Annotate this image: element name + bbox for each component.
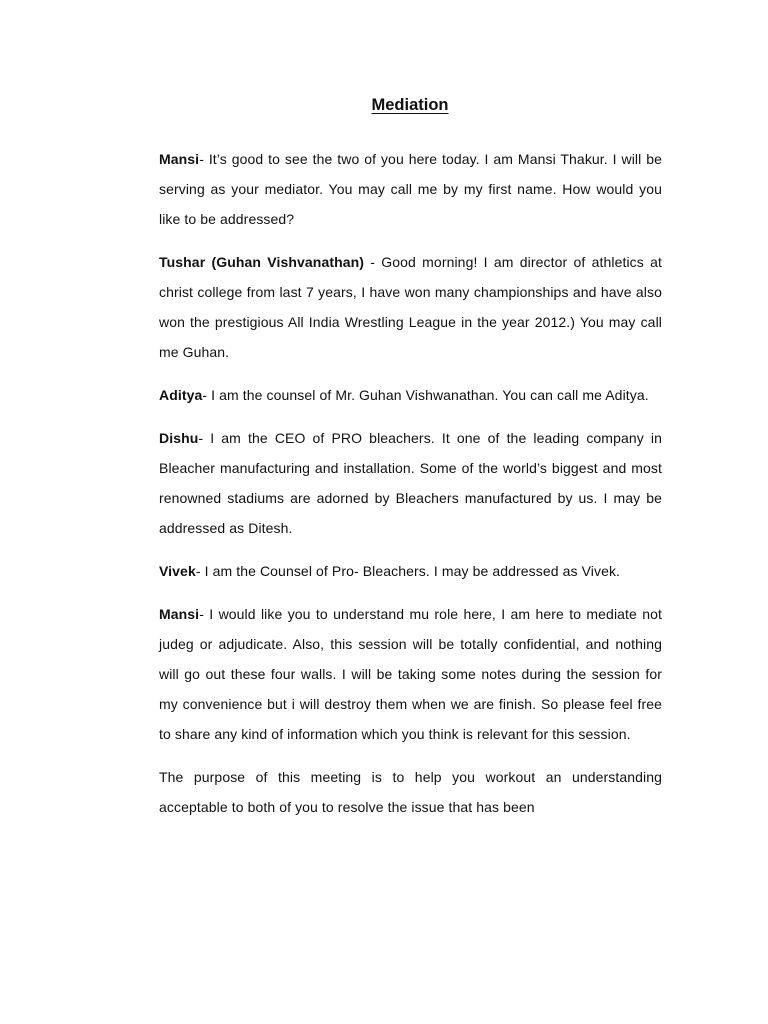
- speaker-name: Mansi: [159, 151, 200, 167]
- paragraph-text: - Good morning! I am director of athletics at christ college from last 7 years, I have won many championships and have also won the prestigious All India Wrestling League in the year 2012.) You may call me Guhan.: [159, 254, 662, 360]
- paragraph-purpose: [159, 762, 662, 822]
- paragraph-aditya: [159, 380, 662, 410]
- paragraph-text: - I am the counsel of Mr. Guhan Vishwanathan. You can call me Aditya.: [202, 387, 649, 403]
- speaker-name: Mansi: [159, 606, 200, 622]
- paragraph-mansi-intro: [159, 144, 662, 234]
- paragraph-text: - I am the CEO of PRO bleachers. It one of the leading company in Bleacher manufacturing and installation. Some of the world’s biggest and most renowned stadiums are adorned by Bleachers manufactured by us. I may be addressed as Ditesh.: [159, 430, 662, 536]
- speaker-name: Vivek: [159, 563, 196, 579]
- paragraph-tushar: [159, 247, 662, 367]
- speaker-name: Aditya: [159, 387, 203, 403]
- document-title: Mediation: [371, 96, 449, 114]
- paragraph-text: - I would like you to understand mu role here, I am here to mediate not judeg or adjudicate. Also, this session will be totally confidential, and nothing will go out these four walls. I will be taking some notes during the session for my convenience but i will destroy them when we are finish. So please feel free to share any kind of information which you think is relevant for this session.: [159, 606, 662, 742]
- paragraph-vivek: [159, 556, 662, 586]
- paragraph-dishu: [159, 423, 662, 543]
- paragraph-text: The purpose of this meeting is to help you workout an understanding acceptable to both of you to resolve the issue that has been: [159, 769, 662, 815]
- paragraph-text: - It’s good to see the two of you here today. I am Mansi Thakur. I will be serving as your mediator. You may call me by my first name. How would you like to be addressed?: [159, 151, 662, 227]
- paragraph-text: - I am the Counsel of Pro- Bleachers. I may be addressed as Vivek.: [195, 563, 621, 579]
- speaker-name: Dishu: [159, 430, 199, 446]
- paragraph-mansi-role: [159, 599, 662, 749]
- document-body: [159, 144, 662, 835]
- speaker-name: Tushar (Guhan Vishvanathan): [159, 254, 365, 270]
